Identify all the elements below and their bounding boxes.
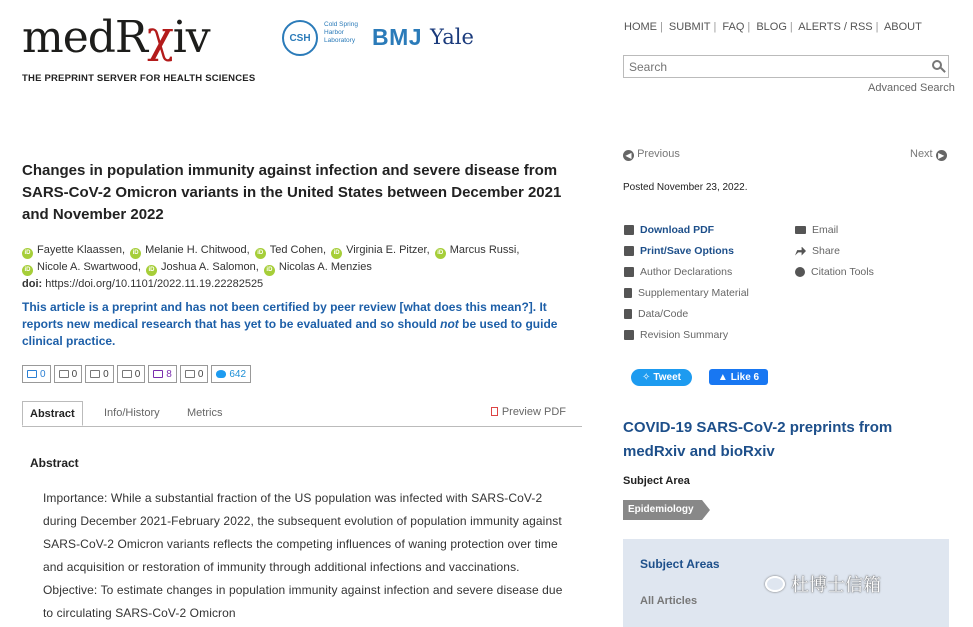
subject-areas-title: Subject Areas — [640, 557, 720, 571]
notice-text: This article is a preprint and has not been certified by peer review [what does this mean?]. It reports new medical research that has yet to be evaluated and so should — [22, 300, 547, 331]
download-icon — [624, 225, 634, 235]
metrics-bar — [22, 365, 251, 383]
twitter-bird-icon: ✧ — [642, 372, 651, 383]
citation-tools-label: Citation Tools — [811, 266, 874, 278]
checkbox-icon — [59, 370, 69, 378]
supplementary-material-link[interactable] — [624, 287, 749, 299]
reviews-metric[interactable] — [54, 365, 83, 383]
author-name[interactable]: Virginia E. Pitzer, — [346, 244, 430, 256]
author-name[interactable]: Joshua A. Salomon, — [161, 261, 259, 273]
metric-count: 0 — [134, 368, 141, 380]
tagline: THE PREPRINT SERVER FOR HEALTH SCIENCES — [22, 73, 256, 84]
csh-name: Cold Spring Harbor Laboratory — [324, 21, 358, 44]
medrxiv-logo[interactable] — [22, 12, 210, 63]
orcid-icon[interactable]: iD — [435, 248, 446, 259]
nav-home[interactable]: HOME — [624, 21, 657, 33]
orcid-icon[interactable]: iD — [255, 248, 266, 259]
citation-tools-link[interactable] — [795, 266, 874, 278]
arrow-right-icon: ▶ — [936, 150, 947, 161]
doi-label: doi: — [22, 278, 43, 290]
next-label: Next — [910, 148, 933, 160]
metric-count: 0 — [103, 368, 109, 380]
arrow-left-icon: ◀ — [623, 150, 634, 161]
pdf-icon — [491, 407, 498, 416]
subject-areas-panel — [623, 539, 949, 627]
orcid-icon[interactable]: iD — [264, 265, 275, 276]
tab-info-history[interactable]: Info/History — [104, 407, 160, 419]
bmj-logo[interactable]: BMJ — [372, 24, 423, 50]
preprint-notice — [22, 299, 587, 350]
csh-logo[interactable]: CSH — [282, 20, 318, 56]
download-pdf-link[interactable] — [624, 224, 714, 236]
search-box — [623, 55, 949, 78]
metric-count: 642 — [229, 368, 247, 380]
email-label: Email — [812, 224, 839, 236]
author-name[interactable]: Marcus Russi, — [449, 244, 520, 256]
nav-separator: | — [660, 21, 663, 33]
document-icon — [624, 288, 632, 298]
monitor-icon — [153, 370, 163, 378]
data-code-label: Data/Code — [638, 308, 689, 320]
revision-summary-label: Revision Summary — [640, 329, 729, 341]
orcid-icon[interactable]: iD — [22, 248, 33, 259]
abstract-heading: Abstract — [30, 456, 79, 470]
tab-metrics[interactable]: Metrics — [187, 407, 223, 419]
subject-area-label: Subject Area — [623, 475, 690, 487]
preview-pdf-link[interactable] — [491, 406, 566, 418]
download-pdf-label: Download PDF — [640, 224, 715, 236]
watermark-text: 杜博士信箱 — [791, 575, 881, 596]
orcid-icon[interactable]: iD — [130, 248, 141, 259]
print-icon — [624, 246, 634, 256]
logo-text-right: iv — [172, 12, 210, 63]
share-icon — [795, 247, 806, 256]
metric-count: 0 — [71, 368, 78, 380]
logo-text-x: χ — [147, 12, 173, 63]
watermark — [765, 571, 881, 597]
groups-metric[interactable] — [85, 365, 114, 383]
nav-submit[interactable]: SUBMIT — [668, 21, 711, 33]
film-icon — [185, 370, 195, 378]
metric-count: 0 — [40, 368, 46, 380]
checkbox-icon — [624, 267, 634, 277]
orcid-icon[interactable]: iD — [331, 248, 342, 259]
notice-text-end: be used to guide clinical practice. — [22, 317, 558, 348]
edit-icon — [624, 330, 634, 340]
author-name[interactable]: Fayette Klaassen, — [37, 244, 126, 256]
search-icon[interactable] — [932, 60, 942, 70]
doi-line — [22, 278, 263, 290]
like-label: Like 6 — [730, 371, 760, 383]
facebook-like-button[interactable] — [709, 369, 768, 385]
all-articles-link[interactable]: All Articles — [640, 595, 698, 607]
nav-blog[interactable]: BLOG — [756, 21, 787, 33]
print-save-options-link[interactable] — [624, 245, 734, 257]
orcid-icon[interactable]: iD — [22, 265, 33, 276]
revision-summary-link[interactable] — [624, 329, 728, 341]
author-declarations-link[interactable] — [624, 266, 732, 278]
orcid-icon[interactable]: iD — [146, 265, 157, 276]
next-link[interactable] — [910, 148, 947, 161]
yale-logo[interactable]: Yale — [430, 25, 474, 49]
nav-separator: | — [747, 21, 751, 33]
tweet-label: Tweet — [653, 372, 681, 383]
article-tabs — [22, 401, 582, 427]
share-label: Share — [812, 245, 841, 257]
nav-about[interactable]: ABOUT — [883, 21, 922, 33]
doi-link[interactable]: https://doi.org/10.1101/2022.11.19.22282525 — [45, 278, 264, 290]
author-name[interactable]: Nicole A. Swartwood, — [37, 261, 141, 273]
subject-badge-epidemiology[interactable]: Epidemiology — [623, 500, 702, 520]
article-title: Changes in population immunity against infection and severe disease from SARS-CoV-2 Omicron variants in the United States between December 2021 and November 2022 — [22, 162, 562, 223]
supplementary-label: Supplementary Material — [638, 287, 749, 299]
thumbs-up-icon: ▲ — [717, 371, 728, 383]
covid-preprints-link[interactable]: COVID-19 SARS-CoV-2 preprints from medRxiv and bioRxiv — [623, 419, 893, 460]
author-list — [22, 242, 582, 276]
abstract-body: Importance: While a substantial fraction of the US population was infected with SARS-CoV-2 during December 2021-February 2022, the subsequent evolution of population immunity against SARS-CoV-2 Omicron variants reflects the competing influences of waning protection over time and acquisition or restoration of immunity through additional infections and vaccinations. Objective: To estimate changes in population immunity against infection and severe disease due to circulating SARS-CoV-2 Omicron — [43, 491, 563, 620]
notice-not: not — [440, 317, 459, 331]
gears-icon — [122, 370, 132, 378]
twitter-bird-icon — [216, 370, 226, 378]
advanced-search-link[interactable]: Advanced Search — [868, 82, 955, 94]
globe-icon — [795, 267, 805, 277]
print-save-label: Print/Save Options — [640, 245, 734, 257]
nav-alerts-rss[interactable]: ALERTS / RSS — [798, 21, 873, 33]
metric-count: 8 — [166, 368, 172, 380]
logo-text-left: medR — [22, 12, 148, 63]
comment-icon — [27, 370, 37, 378]
metric-count: 0 — [197, 368, 204, 380]
connections-metric[interactable] — [117, 365, 146, 383]
author-declarations-label: Author Declarations — [640, 266, 733, 278]
author-name[interactable]: Melanie H. Chitwood, — [145, 244, 250, 256]
share-link[interactable] — [795, 245, 840, 257]
author-name[interactable]: Ted Cohen, — [269, 244, 327, 256]
nav-separator: | — [789, 21, 793, 33]
posted-date: Posted November 23, 2022. — [623, 182, 748, 193]
previous-label: Previous — [637, 148, 680, 160]
email-link[interactable] — [795, 224, 838, 236]
presentations-metric[interactable] — [148, 365, 177, 383]
search-input[interactable] — [624, 56, 925, 77]
data-code-link[interactable] — [624, 308, 688, 320]
tab-abstract[interactable]: Abstract — [22, 401, 83, 426]
previous-link[interactable] — [623, 148, 680, 161]
author-name[interactable]: Nicolas A. Menzies — [278, 261, 372, 273]
top-navigation — [624, 21, 922, 33]
tweets-metric[interactable] — [211, 365, 251, 383]
nav-faq[interactable]: FAQ — [722, 21, 745, 33]
nav-separator: | — [875, 21, 879, 33]
file-icon — [624, 309, 632, 319]
videos-metric[interactable] — [180, 365, 209, 383]
comments-metric[interactable] — [22, 365, 51, 383]
tweet-button[interactable] — [631, 369, 692, 386]
preview-pdf-label: Preview PDF — [501, 406, 566, 418]
wechat-icon — [765, 576, 785, 592]
group-icon — [90, 370, 100, 378]
nav-separator: | — [713, 21, 717, 33]
envelope-icon — [795, 226, 806, 234]
